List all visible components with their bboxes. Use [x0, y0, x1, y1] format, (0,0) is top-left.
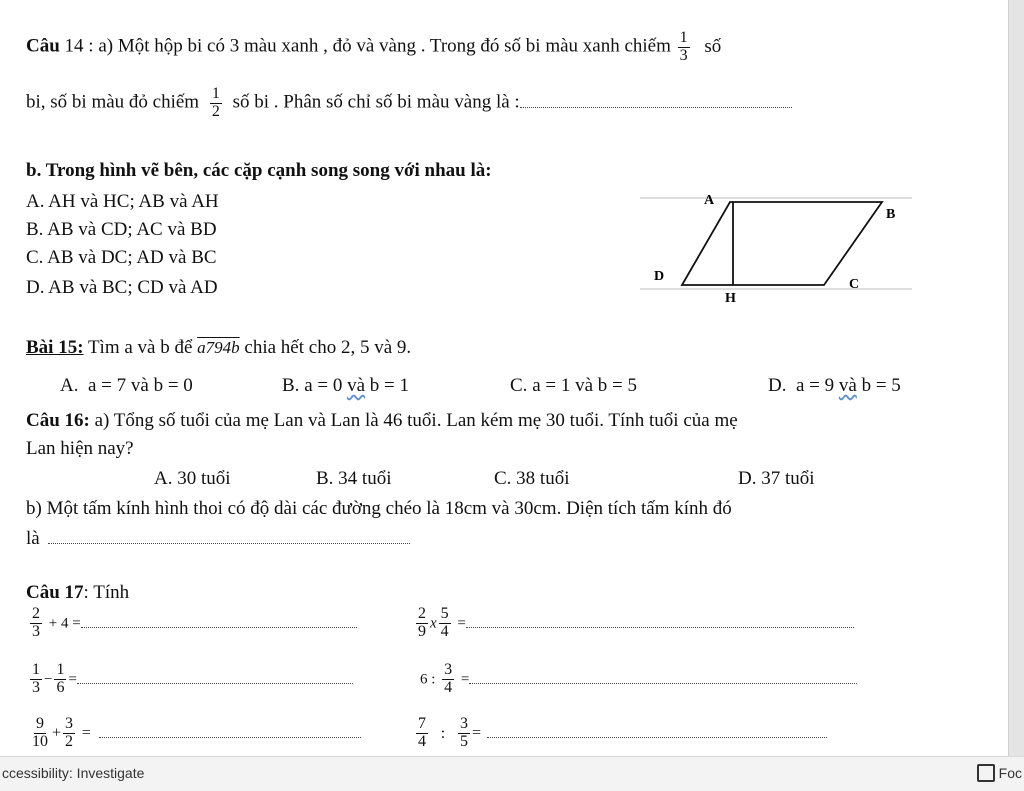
q14-line2: [26, 86, 792, 121]
q17-row3-left: $\frac{9}{10}$ + $\frac{3}{2}$ =: [28, 716, 361, 751]
vertex-label-d: D: [654, 269, 665, 284]
q16-label: Câu 16:: [26, 410, 90, 431]
page-edge: [1008, 0, 1024, 756]
q14-option-b: B. AB và CD; AC và BD: [26, 219, 217, 240]
q17-row2-left: $\frac{1}{3}$ − $\frac{1}{6}$ =: [28, 662, 353, 697]
answer-blank[interactable]: [81, 626, 357, 628]
q16-b-line2: là: [26, 528, 410, 550]
vertex-label-a: A: [704, 193, 715, 208]
fraction-one-third: $\frac{1}{3}$: [679, 29, 688, 64]
vertex-label-h: H: [725, 291, 736, 306]
status-bar: [0, 756, 1024, 791]
q17-row2-right: 6 : $\frac{3}{4}$ =: [420, 662, 857, 697]
b15-option-c: C. a = 1 và b = 5: [510, 375, 637, 396]
answer-blank[interactable]: [487, 736, 827, 738]
b15-post: chia hết cho 2, 5 và 9.: [239, 337, 412, 358]
b15-option-d: D. a = 9 và b = 5: [768, 375, 901, 396]
q16-a-text: a) Tổng số tuổi của mẹ Lan và Lan là 46 tuổi. Lan kém mẹ 30 tuổi. Tính tuổi của mẹ: [89, 410, 738, 431]
q14-option-d: D. AB và BC; CD và AD: [26, 277, 218, 298]
fraction-one-half: $\frac{1}{2}$: [211, 85, 220, 120]
q17-title: Câu 17: Tính: [26, 582, 130, 603]
b15-option-a: A. a = 7 và b = 0: [60, 375, 193, 396]
q16-option-c: C. 38 tuổi: [494, 468, 570, 489]
q14-line2a: bi, số bi màu đỏ chiếm: [26, 91, 200, 113]
focus-icon: [977, 764, 995, 782]
answer-blank[interactable]: [48, 542, 410, 544]
q14-label: Câu: [26, 35, 60, 57]
focus-mode-button[interactable]: [977, 764, 1022, 782]
q16-a-text2: Lan hiện nay?: [26, 438, 134, 459]
q14-option-c: C. AB và DC; AD và BC: [26, 247, 217, 268]
q17-row3-right: $\frac{7}{4}$ : $\frac{3}{5}$ =: [414, 716, 827, 751]
focus-label: Foc: [998, 765, 1022, 781]
q16-line1: [26, 410, 738, 432]
b15-option-b: B. a = 0 và b = 1: [282, 375, 409, 396]
answer-blank[interactable]: [466, 626, 854, 628]
b15-pre: Tìm a và b để: [83, 337, 198, 358]
q17-row1-left: $\frac{2}{3}$ + 4 =: [28, 606, 357, 641]
q16-b-text: b) Một tấm kính hình thoi có độ dài các đường chéo là 18cm và 30cm. Diện tích tấm kính đó: [26, 498, 732, 519]
b15-line: [26, 337, 411, 359]
answer-blank[interactable]: [469, 682, 857, 684]
parallelogram-figure: [640, 188, 920, 310]
q16-option-a: A. 30 tuổi: [154, 468, 231, 489]
answer-blank[interactable]: [99, 736, 361, 738]
q14-line2b: số bi . Phân số chỉ số bi màu vàng là :: [232, 91, 520, 113]
q14-text: 14 : a) Một hộp bi có 3 màu xanh , đỏ và vàng . Trong đó số bi màu xanh chiếm: [59, 35, 671, 57]
q14-line1: [26, 30, 721, 65]
parallelogram-abcd: [682, 202, 882, 285]
b15-number: a794b: [197, 338, 240, 357]
vertex-label-b: B: [886, 207, 896, 222]
q14-b-title: b. Trong hình vẽ bên, các cặp cạnh song song với nhau là:: [26, 160, 492, 181]
q14-option-a: A. AH và HC; AB và AH: [26, 191, 219, 212]
accessibility-status[interactable]: ccessibility: Investigate: [2, 765, 145, 781]
q17-row1-right: $\frac{2}{9}$ x $\frac{5}{4}$ =: [414, 606, 854, 641]
q14-tail: số: [704, 35, 722, 57]
q16-option-b: B. 34 tuổi: [316, 468, 392, 489]
answer-blank[interactable]: [520, 106, 792, 108]
b15-label: Bài 15:: [26, 337, 84, 358]
answer-blank[interactable]: [77, 682, 353, 684]
vertex-label-c: C: [849, 277, 860, 292]
q16-option-d: D. 37 tuổi: [738, 468, 815, 489]
